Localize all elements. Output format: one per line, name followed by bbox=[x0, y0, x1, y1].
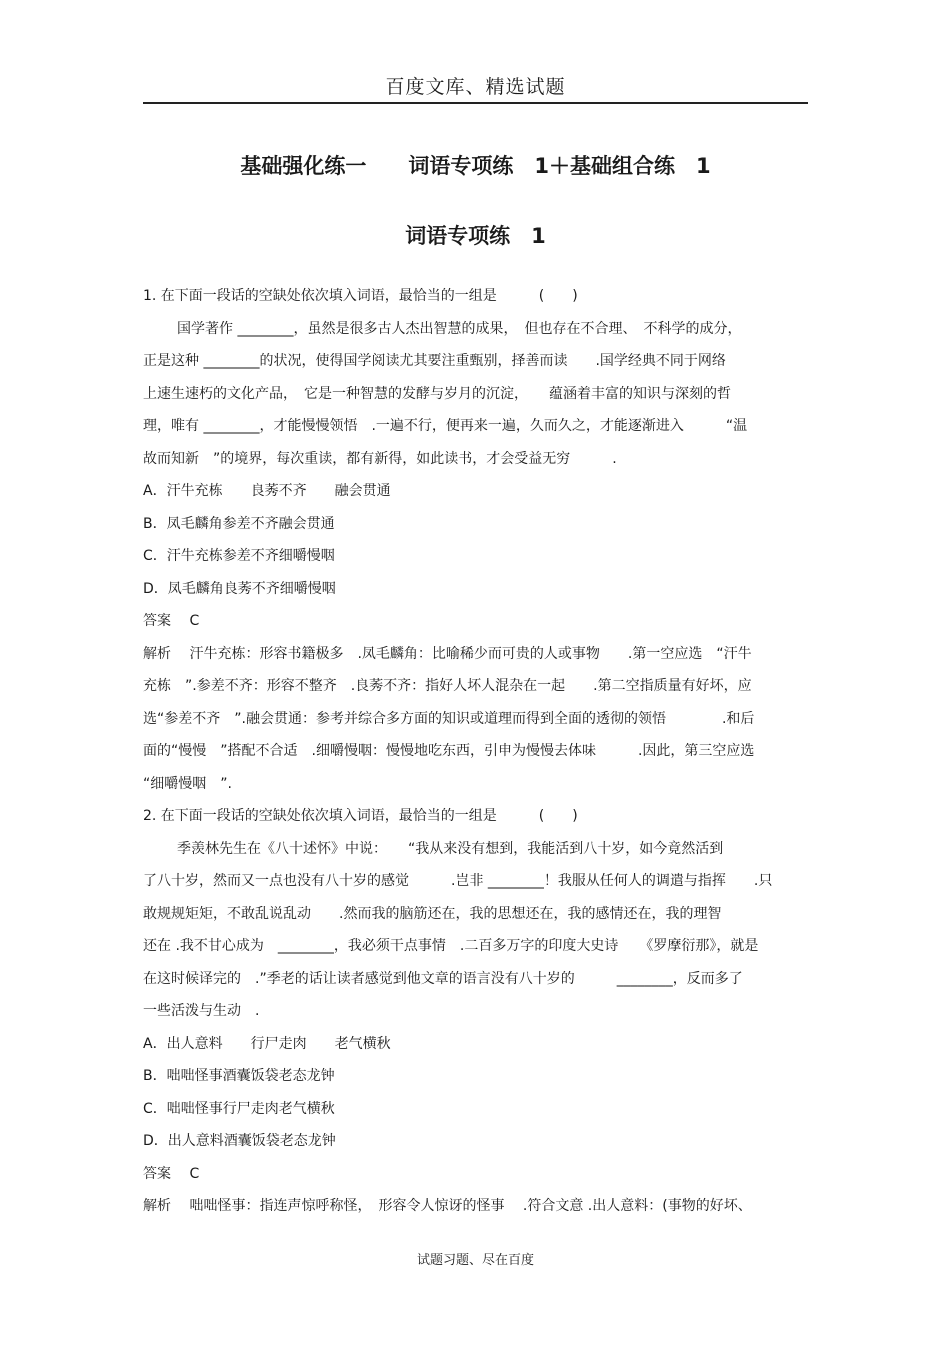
question-2-option-d: D．出人意料酒囊饭袋老态龙钟 bbox=[143, 1133, 336, 1149]
question-1-stem: 1. 在下面一段话的空缺处依次填入词语，最恰当的一组是 ( ) bbox=[143, 288, 578, 304]
question-1-option-d: D．凤毛麟角良莠不齐细嚼慢咽 bbox=[143, 580, 336, 597]
question-1-option-a: A．汗牛充栋 良莠不齐 融会贯通 bbox=[143, 483, 391, 499]
sub-title: 词语专项练 1 bbox=[405, 224, 546, 248]
question-2-answer: 答案 C bbox=[143, 1165, 200, 1182]
question-1-answer: 答案 C bbox=[143, 613, 200, 629]
question-2-passage-line: 季羡林先生在《八十述怀》中说： “我从来没有想到，我能活到八十岁，如今竟然活到 bbox=[177, 840, 724, 857]
question-1-passage-line: 国学著作 ________，虽然是很多古人杰出智慧的成果， 但也存在不合理、 不科学的成分， bbox=[177, 320, 742, 337]
question-1-analysis-line: 解析 汗牛充栋：形容书籍极多 .凤毛麟角：比喻稀少而可贵的人或事物 .第一空应选 “汗牛 bbox=[143, 645, 752, 662]
question-2-analysis-line: 解析 咄咄怪事：指连声惊呼称怪， 形容令人惊讶的怪事 .符合文意 .出人意料：(事物的好坏、 bbox=[143, 1198, 752, 1214]
question-1-analysis-line: 面的“慢慢 ”搭配不合适 .细嚼慢咽：慢慢地吃东西，引申为慢慢去体味 .因此，第三空应选 bbox=[143, 743, 755, 759]
question-1-analysis-line: 选“参差不齐 ”.融会贯通：参考并综合多方面的知识或道理而得到全面的透彻的领悟 .和后 bbox=[143, 710, 755, 727]
question-1-analysis-line: 充栋 ”.参差不齐：形容不整齐 .良莠不齐：指好人坏人混杂在一起 .第二空指质量有好坏，应 bbox=[143, 678, 752, 694]
page-footer: 试题习题、尽在百度 bbox=[416, 1253, 534, 1268]
question-2-passage-line: 一些活泼与生动 . bbox=[143, 1003, 260, 1019]
question-2-passage-line: 在这时候译完的 .”季老的话让读者感觉到他文章的语言没有八十岁的 ________，反而多了 bbox=[143, 970, 743, 987]
question-2-passage-line: 还在 .我不甘心成为 ________，我必须干点事情 .二百多万字的印度大史诗 《罗摩衍那》，就是 bbox=[143, 938, 759, 954]
question-1-passage-line: 故而知新 ”的境界，每次重读，都有新得，如此读书，才会受益无穷 . bbox=[143, 450, 617, 467]
question-1-analysis-line: “细嚼慢咽 ”. bbox=[143, 775, 232, 792]
question-2-stem: 2. 在下面一段话的空缺处依次填入词语，最恰当的一组是 ( ) bbox=[143, 808, 578, 824]
header-rule bbox=[143, 102, 808, 104]
question-1-option-c: C．汗牛充栋参差不齐细嚼慢咽 bbox=[143, 548, 335, 564]
question-1-option-b: B．凤毛麟角参差不齐融会贯通 bbox=[143, 515, 335, 532]
main-title: 基础强化练一 词语专项练 1＋基础组合练 1 bbox=[240, 154, 711, 178]
question-1-passage-line: 理，唯有 ________，才能慢慢领悟 .一遍不行，便再来一遍，久而久之，才能逐渐进入 “温 bbox=[143, 418, 748, 434]
question-2-passage-line: 了八十岁，然而又一点也没有八十岁的感觉 .岂非 ________！我服从任何人的调遣与指挥 .只 bbox=[143, 873, 773, 889]
document-body bbox=[143, 280, 808, 1223]
page-header: 百度文库、精选试题 bbox=[385, 76, 566, 98]
question-2-option-c: C．咄咄怪事行尸走肉老气横秋 bbox=[143, 1100, 335, 1117]
question-2-option-a: A．出人意料 行尸走肉 老气横秋 bbox=[143, 1035, 391, 1052]
question-1-passage-line: 正是这种 ________的状况，使得国学阅读尤其要注重甄别，择善而读 .国学经典不同于网络 bbox=[143, 353, 726, 369]
question-2-option-b: B．咄咄怪事酒囊饭袋老态龙钟 bbox=[143, 1068, 335, 1084]
question-1-passage-line: 上速生速朽的文化产品， 它是一种智慧的发酵与岁月的沉淀， 蕴涵着丰富的知识与深刻的哲 bbox=[143, 385, 731, 402]
question-2-passage-line: 敢规规矩矩，不敢乱说乱动 .然而我的脑筋还在，我的思想还在，我的感情还在，我的理智 bbox=[143, 905, 722, 922]
